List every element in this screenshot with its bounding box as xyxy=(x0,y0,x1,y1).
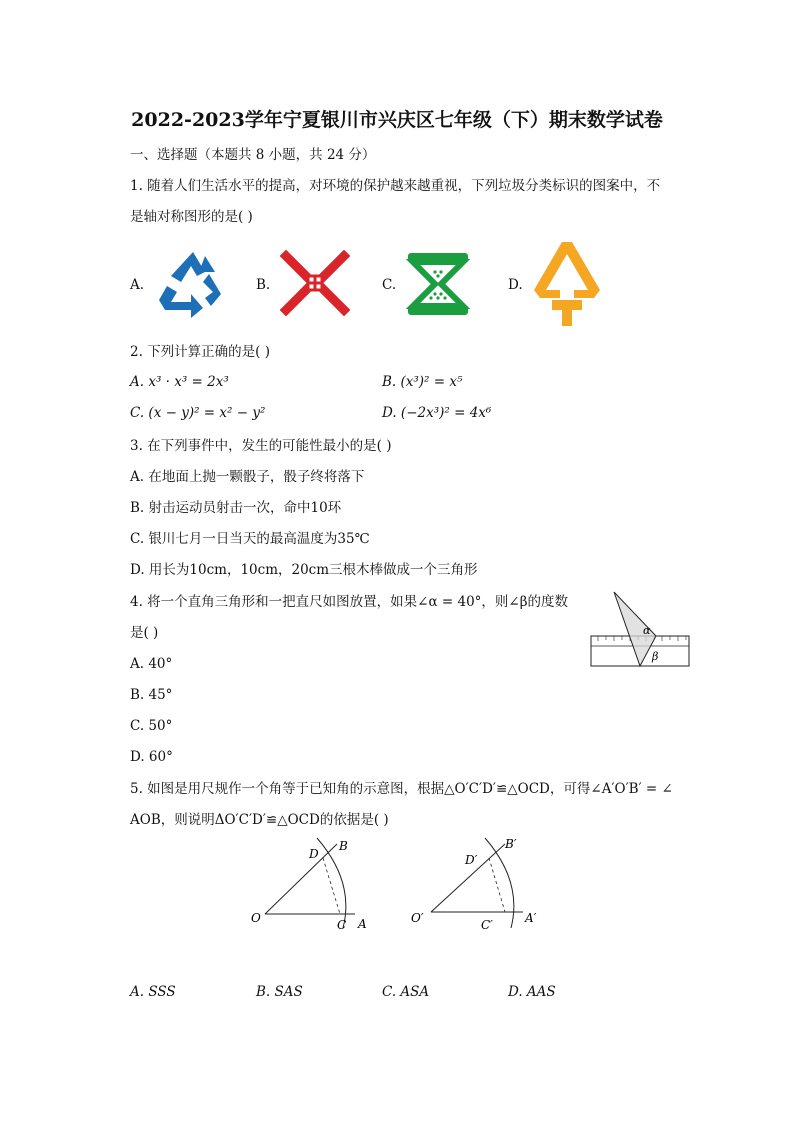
q5-left-angle-figure xyxy=(245,832,380,934)
q5-left-c-label: C xyxy=(337,918,347,932)
q4-triangle-ruler-figure xyxy=(588,590,692,670)
q5-left-o-label: O xyxy=(251,911,261,925)
q1-stem-line1: 1. 随着人们生活水平的提高，对环境的保护越来越重视，下列垃圾分类标识的图案中，不 xyxy=(130,178,661,194)
q3-stem: 3. 在下列事件中，发生的可能性最小的是( ) xyxy=(130,438,392,454)
q5-option-b: B. SAS xyxy=(256,984,303,1000)
red-cross-symbol-icon xyxy=(280,250,350,316)
q4-option-d: D. 60° xyxy=(130,749,173,765)
q5-option-a: A. SSS xyxy=(130,984,176,1000)
q4-option-b: B. 45° xyxy=(130,687,173,703)
q5-left-d-label: D xyxy=(309,847,319,861)
q5-right-o-label: O′ xyxy=(411,911,424,925)
q1-option-b-label: B. xyxy=(256,277,271,293)
q2-stem: 2. 下列计算正确的是( ) xyxy=(130,344,270,360)
hourglass-symbol-icon xyxy=(405,250,471,318)
q4-alpha-label: α xyxy=(643,624,651,637)
q3-option-a: A. 在地面上抛一颗骰子，骰子终将落下 xyxy=(130,469,365,485)
q5-right-angle-figure xyxy=(405,832,545,934)
q2-option-d: D. (−2x³)² = 4x⁶ xyxy=(382,405,492,421)
q5-right-a-label: A′ xyxy=(525,911,537,925)
q5-left-a-label: A xyxy=(358,917,367,931)
page-title: 2022-2023学年宁夏银川市兴庆区七年级（下）期末数学试卷 xyxy=(131,109,663,131)
q4-beta-label: β xyxy=(652,650,659,663)
q5-right-c-label: C′ xyxy=(481,918,493,932)
q5-right-b-label: B′ xyxy=(505,837,517,851)
q3-option-b: B. 射击运动员射击一次，命中10环 xyxy=(130,500,342,516)
q4-stem-line2: 是( ) xyxy=(130,625,159,641)
q4-option-a: A. 40° xyxy=(130,656,173,672)
q5-left-b-label: B xyxy=(339,839,348,853)
q1-option-c-label: C. xyxy=(382,277,397,293)
recycle-symbol-icon xyxy=(155,246,231,322)
q5-stem-line2: AOB，则说明ΔO′C′D′≌△OCD的依据是( ) xyxy=(130,812,389,828)
q1-option-d-label: D. xyxy=(508,277,523,293)
q4-stem-line1: 4. 将一个直角三角形和一把直尺如图放置，如果∠α = 40°，则∠β的度数 xyxy=(130,594,569,610)
section-heading: 一、选择题（本题共 8 小题，共 24 分） xyxy=(130,147,376,163)
q5-option-d: D. AAS xyxy=(508,984,556,1000)
q2-option-b: B. (x³)² = x⁵ xyxy=(382,374,463,390)
q3-option-d: D. 用长为10cm，10cm，20cm三根木棒做成一个三角形 xyxy=(130,562,478,578)
q2-option-c: C. (x − y)² = x² − y² xyxy=(130,405,266,421)
q5-option-c: C. ASA xyxy=(382,984,430,1000)
q5-right-d-label: D′ xyxy=(465,853,478,867)
q1-stem-line2: 是轴对称图形的是( ) xyxy=(130,209,253,225)
q3-option-c: C. 银川七月一日当天的最高温度为35℃ xyxy=(130,531,370,547)
q1-option-a-label: A. xyxy=(130,277,145,293)
q2-option-a: A. x³ · x³ = 2x³ xyxy=(130,374,229,390)
q4-option-c: C. 50° xyxy=(130,718,173,734)
orange-triangle-symbol-icon xyxy=(530,238,604,328)
q5-stem-line1: 5. 如图是用尺规作一个角等于已知角的示意图，根据△O′C′D′≌△OCD，可得∠A′O′B′ = ∠ xyxy=(130,781,673,797)
